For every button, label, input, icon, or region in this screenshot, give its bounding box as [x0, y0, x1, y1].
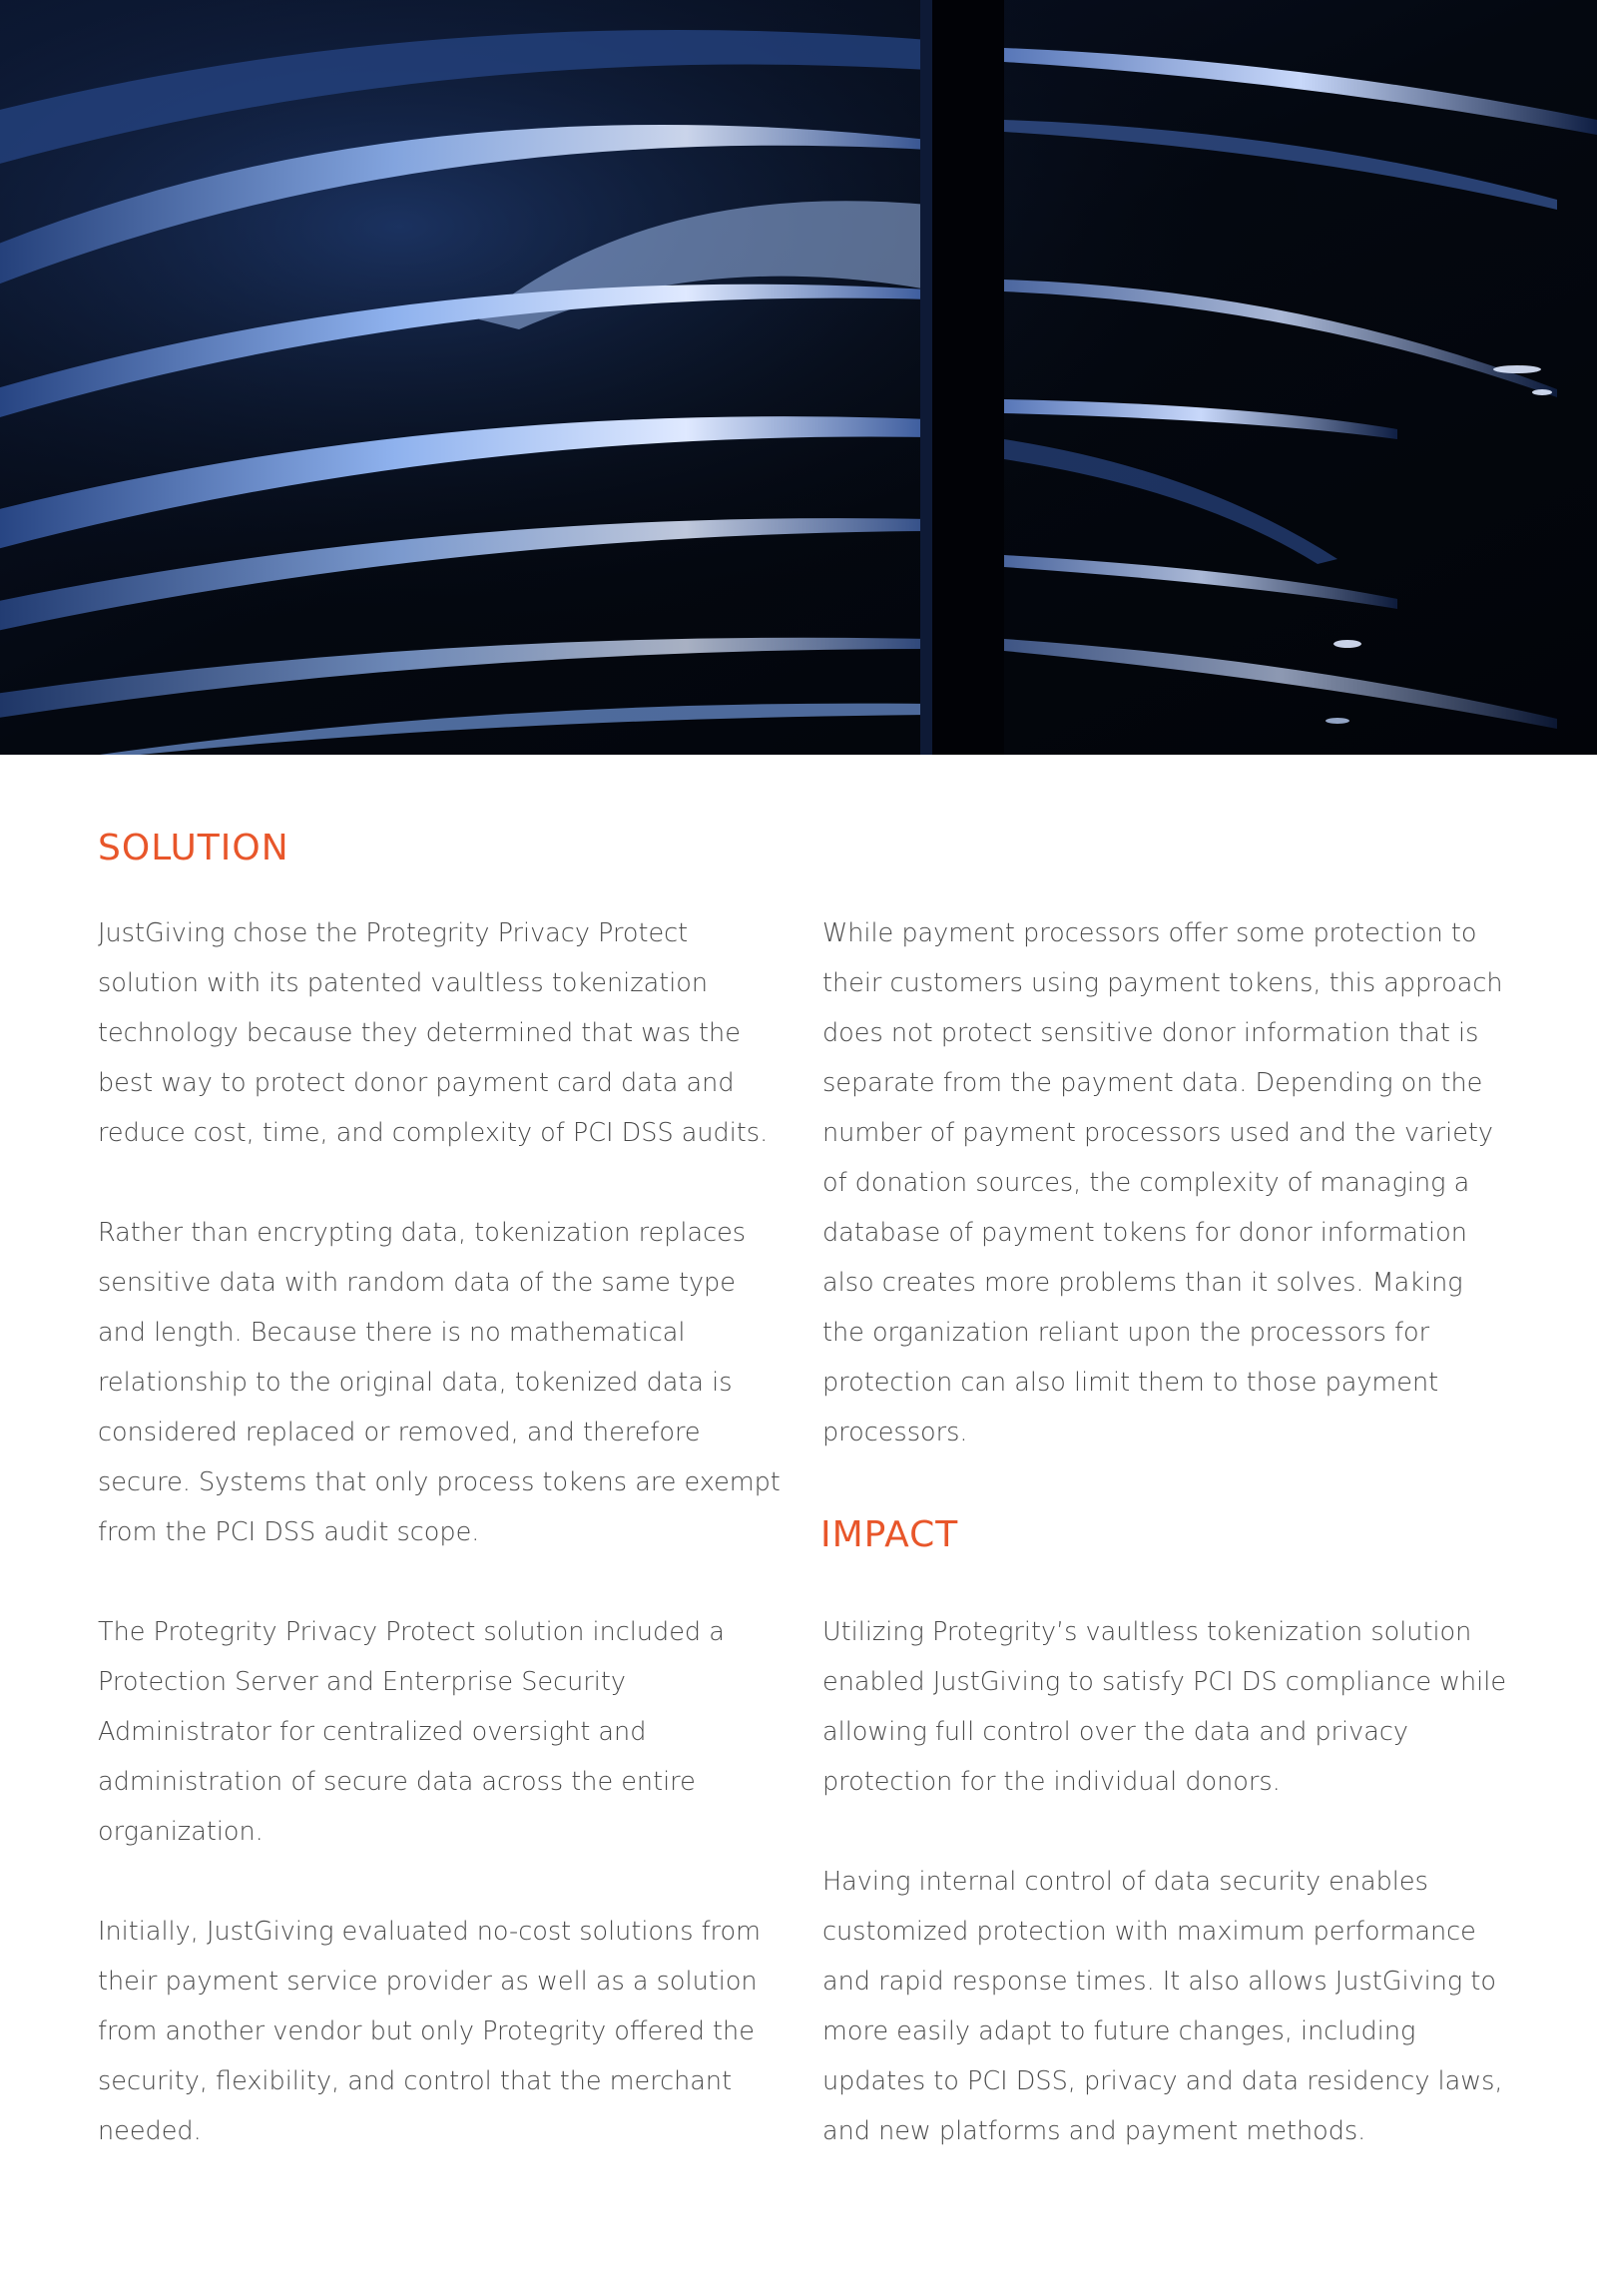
- content-area: [0, 755, 1597, 2296]
- solution-right-column: [822, 908, 1511, 1457]
- solution-paragraph: Rather than encrypting data, tokenization replaces sensitive data with random data of the same type and length. Because there is no mathematical relationship to the original data, tokenized data is considered replaced or removed, and therefore secure. Systems that only process tokens are exempt from the PCI DSS audit scope.: [98, 1218, 781, 1547]
- solution-paragraph: Initially, JustGiving evaluated no-cost solutions from their payment service provider as well as a solution from another vendor but only Protegrity offered the security, flexibility, and control that the merchant needed.: [98, 1917, 761, 2146]
- impact-paragraph: Utilizing Protegrity’s vaultless tokenization solution enabled JustGiving to satisfy PCI DS compliance while allowing full control over the data and privacy protection for the individual donors.: [822, 1617, 1507, 1797]
- impact-heading: IMPACT: [820, 1514, 959, 1555]
- metal-turbine-blades-icon: [0, 0, 1597, 755]
- hero-image: [0, 0, 1597, 755]
- solution-paragraph: While payment processors offer some protection to their customers using payment tokens, this approach does not protect sensitive donor information that is separate from the payment data. Depending on the number of payment processors used and the variety of donation sources, the complexity of managing a database of payment tokens for donor information also creates more problems than it solves. Making the organization reliant upon the processors for protection can also limit them to those payment processors.: [822, 918, 1503, 1447]
- solution-heading: SOLUTION: [98, 828, 289, 868]
- impact-paragraph: Having internal control of data security enables customized protection with maximum performance and rapid response times. It also allows JustGiving to more easily adapt to future changes, including updates to PCI DSS, privacy and data residency laws, and new platforms and payment methods.: [822, 1867, 1503, 2146]
- solution-left-column: [98, 908, 787, 2156]
- solution-paragraph: The Protegrity Privacy Protect solution included a Protection Server and Enterprise Security Administrator for centralized oversight and administration of secure data across the entire organization.: [98, 1617, 725, 1847]
- impact-column: [822, 1607, 1511, 2156]
- solution-paragraph: JustGiving chose the Protegrity Privacy Protect solution with its patented vaultless tokenization technology because they determined that was the best way to protect donor payment card data and reduce cost, time, and complexity of PCI DSS audits.: [98, 918, 769, 1148]
